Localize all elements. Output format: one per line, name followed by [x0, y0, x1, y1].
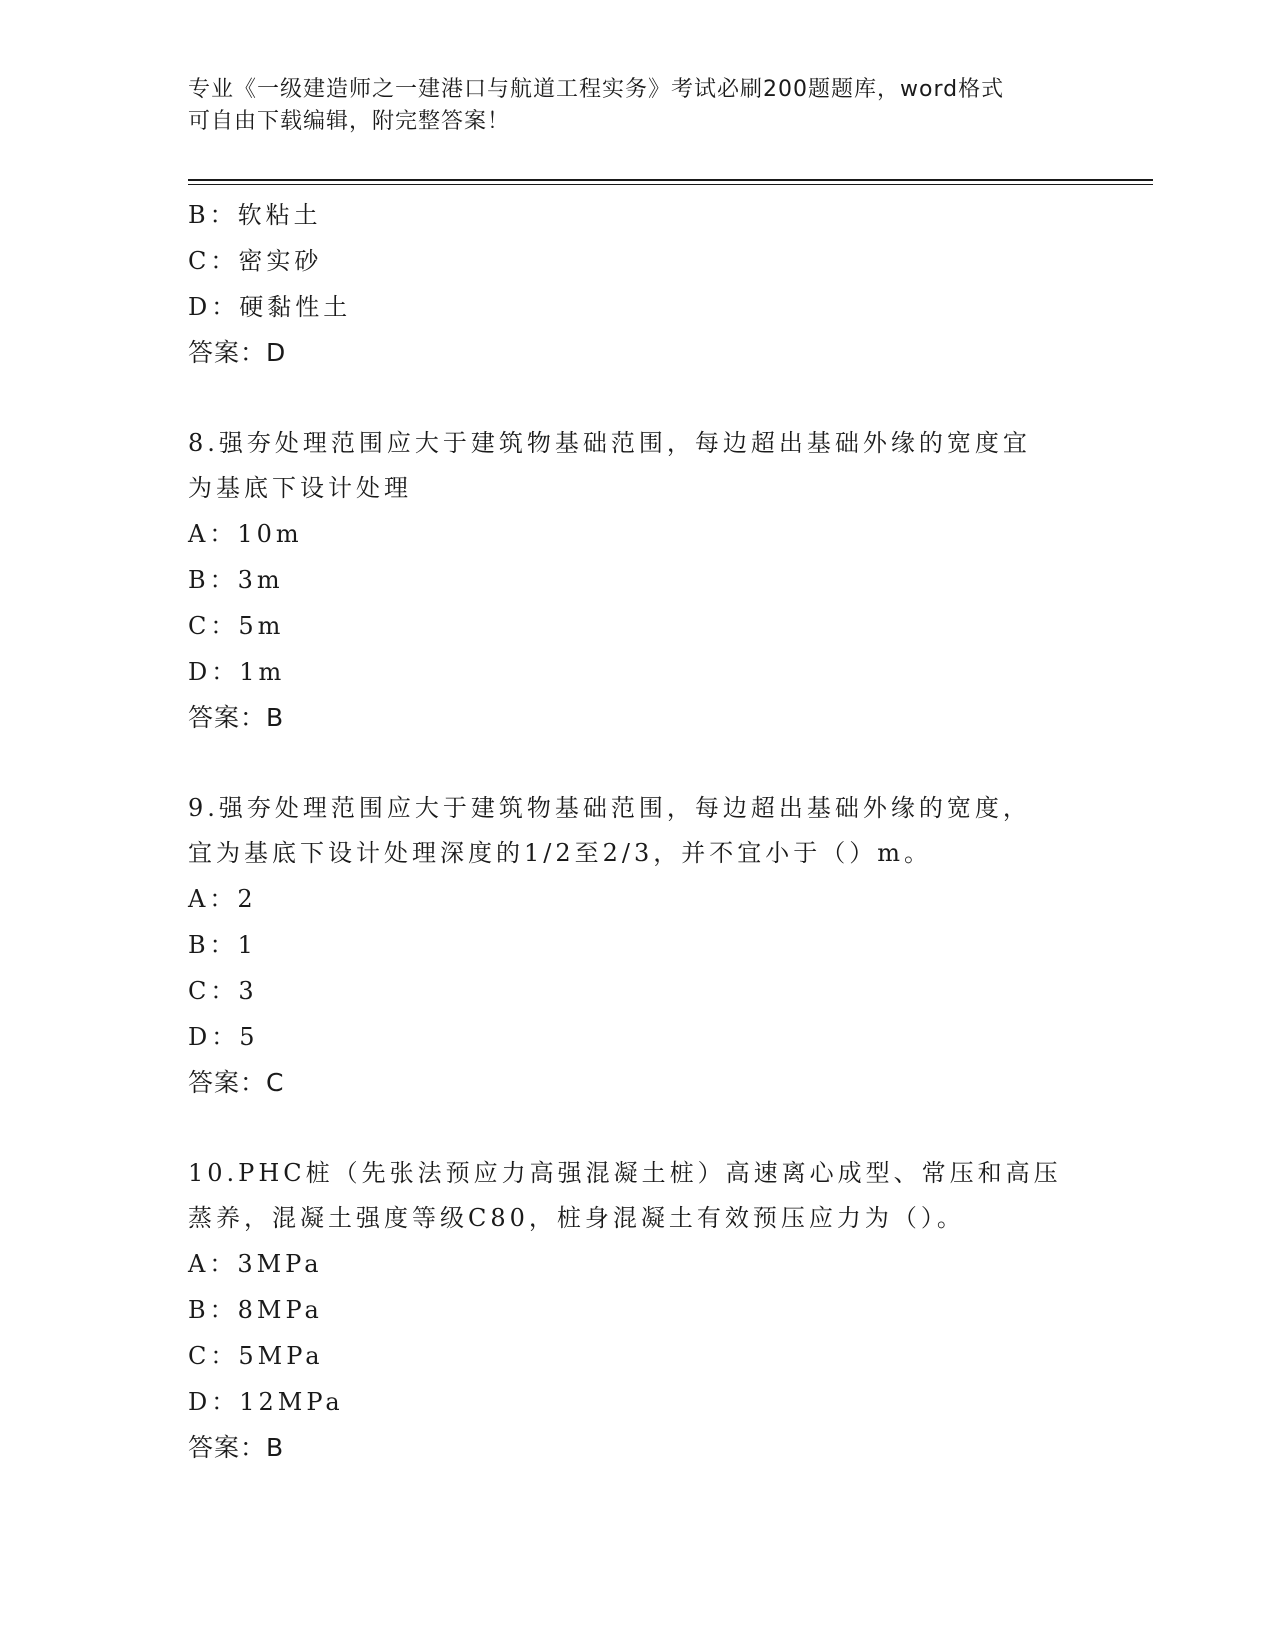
option-b: B：1 — [188, 931, 257, 959]
question-9 — [188, 786, 1088, 1106]
question-stem-line-2: 蒸养，混凝土强度等级C80，桩身混凝土有效预压应力为（）。 — [188, 1204, 965, 1232]
question-stem-line-1: 10.PHC桩（先张法预应力高强混凝土桩）高速离心成型、常压和高压 — [188, 1159, 1062, 1187]
question-stem-line-1: 9.强夯处理范围应大于建筑物基础范围，每边超出基础外缘的宽度， — [188, 794, 1031, 822]
question-stem-line-1: 8.强夯处理范围应大于建筑物基础范围，每边超出基础外缘的宽度宜 — [188, 429, 1031, 457]
option-c: C：密实砂 — [188, 247, 323, 275]
header-divider-thick — [188, 179, 1153, 181]
option-b: B：3m — [188, 566, 284, 594]
option-b: B：软粘土 — [188, 201, 322, 229]
question-8 — [188, 421, 1088, 741]
answer-key: 答案：B — [188, 703, 285, 732]
document-body — [188, 192, 1088, 1471]
question-10 — [188, 1151, 1088, 1471]
option-b: B：8MPa — [188, 1296, 323, 1324]
option-d: D：1m — [188, 658, 286, 686]
question-stem-line-2: 为基底下设计处理 — [188, 474, 412, 502]
header-divider-thin — [188, 184, 1153, 185]
question-7-tail — [188, 192, 1088, 376]
option-c: C：5MPa — [188, 1342, 324, 1370]
option-c: C：3 — [188, 977, 258, 1005]
question-stem — [188, 786, 1068, 876]
header-title-line-2: 可自由下载编辑，附完整答案！ — [188, 109, 511, 134]
question-stem — [188, 1151, 1068, 1241]
option-a: A：2 — [188, 885, 257, 913]
option-d: D：5 — [188, 1023, 259, 1051]
header-title-line-1: 专业《一级建造师之一建港口与航道工程实务》考试必刷200题题库，word格式 — [188, 77, 1005, 102]
option-d: D：12MPa — [188, 1388, 344, 1416]
option-c: C：5m — [188, 612, 285, 640]
option-a: A：3MPa — [188, 1250, 323, 1278]
option-a: A：10m — [188, 520, 303, 548]
answer-key: 答案：B — [188, 1433, 285, 1462]
question-stem — [188, 421, 1068, 511]
option-d: D：硬黏性土 — [188, 293, 352, 321]
answer-key: 答案：C — [188, 1068, 285, 1097]
document-header — [188, 74, 1088, 138]
question-stem-line-2: 宜为基底下设计处理深度的1/2至2/3，并不宜小于（）m。 — [188, 839, 933, 867]
answer-key: 答案：D — [188, 338, 287, 367]
